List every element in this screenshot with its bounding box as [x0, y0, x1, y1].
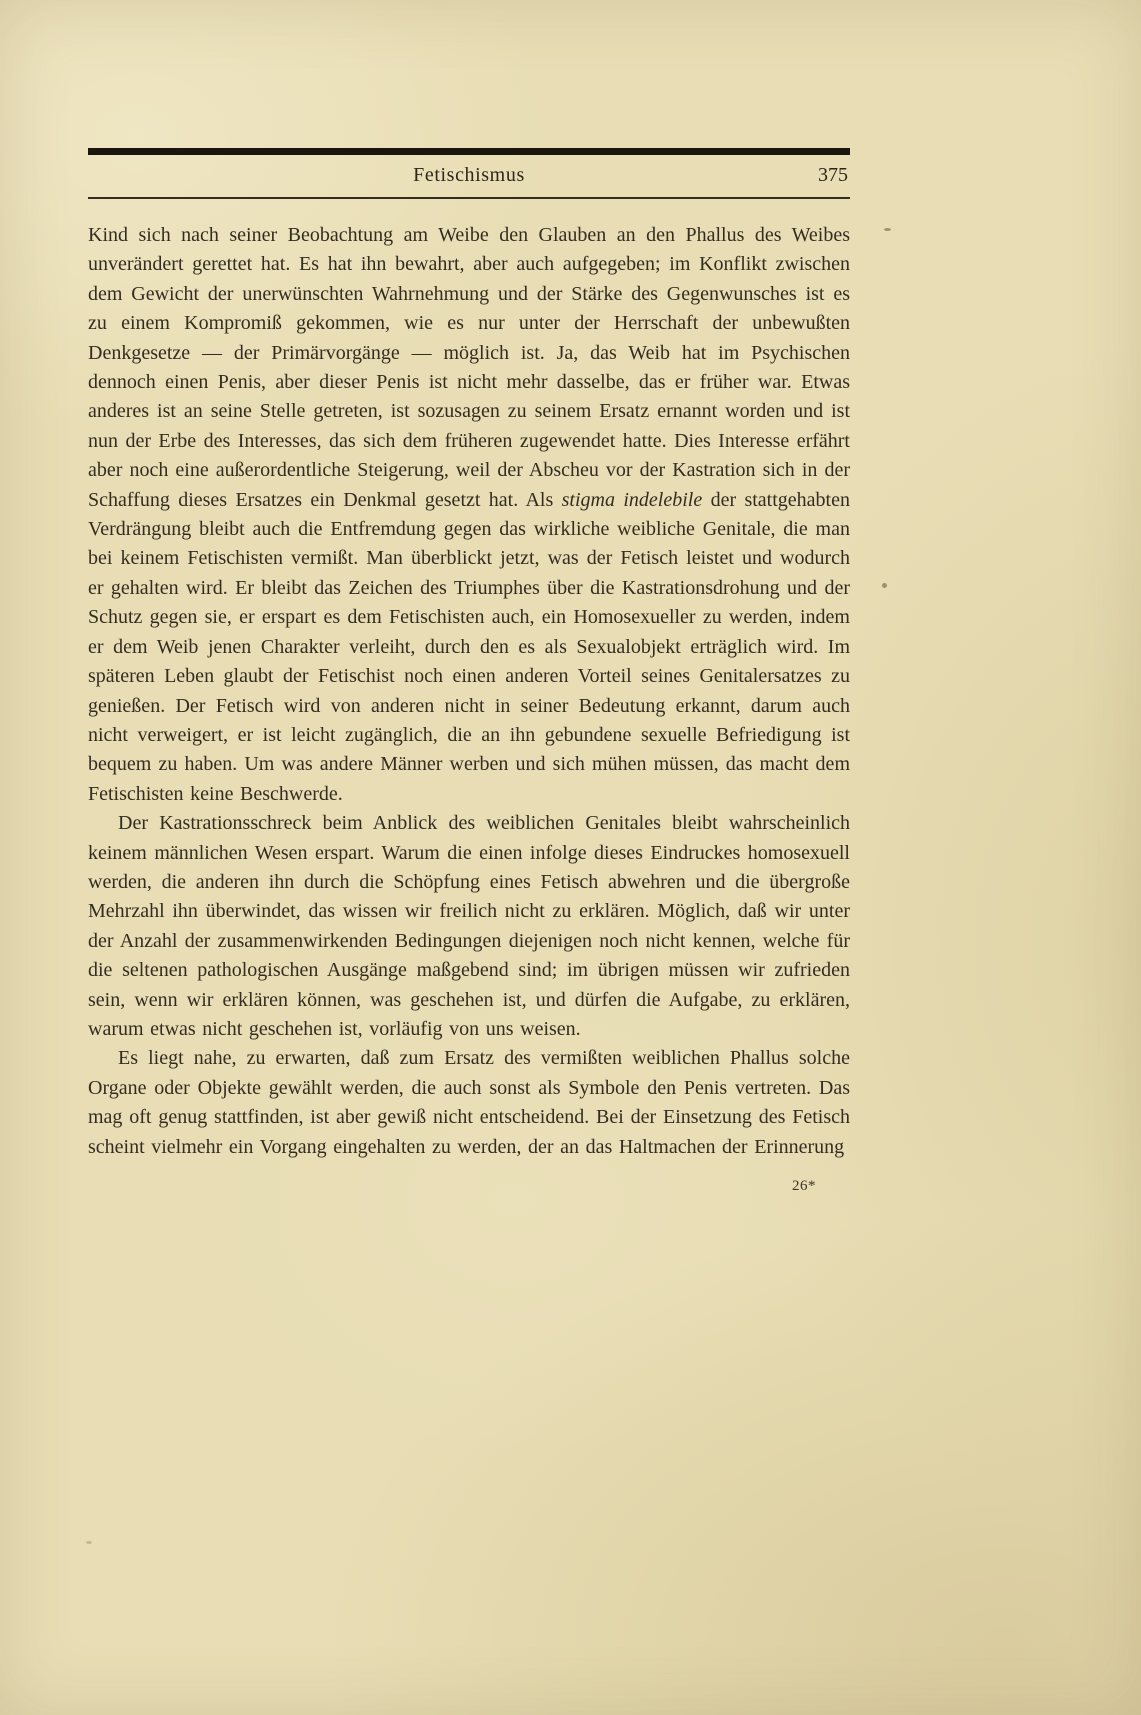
paragraph [88, 221, 850, 809]
ink-speck [86, 1541, 92, 1544]
page-header [88, 164, 850, 192]
ink-speck [884, 228, 891, 231]
signature-mark: 26* [792, 1178, 816, 1194]
text-segment: der stattgehabten Verdrängung bleibt auch die Entfremdung gegen das wirkliche weibliche Genitale, die man bei keinem Fetischisten vermißt. Man überblickt jetzt, was der Fetisch leistet und wodurch er gehalten wird. Er bleibt das Zeichen des Triumphes über die Kastrationsdrohung und der Schutz gegen sie, er erspart es dem Fetischisten auch, ein Homosexueller zu werden, indem er dem Weib jenen Charakter verleiht, durch den es als Sexualobjekt erträglich wird. Im späteren Leben glaubt der Fetischist noch einen anderen Vorteil seines Genitalersatzes zu genießen. Der Fetisch wird von anderen nicht in seiner Bedeutung erkannt, darum auch nicht verweigert, er ist leicht zugänglich, die an ihn gebundene sexuelle Befriedigung ist bequem zu haben. Um was andere Männer werben und sich mühen müssen, das macht dem Fetischisten keine Beschwerde. [88, 488, 850, 805]
text-segment: Es liegt nahe, zu erwarten, daß zum Ersatz des vermißten weiblichen Phallus solche Organe oder Objekte gewählt werden, die auch sonst als Symbole den Penis vertreten. Das mag oft genug stattfinden, ist aber gewiß nicht entscheidend. Bei der Einsetzung des Fetisch scheint vielmehr ein Vorgang eingehalten zu werden, der an das Haltmachen der Erinnerung [88, 1047, 850, 1158]
text-segment: Kind sich nach seiner Beobachtung am Weibe den Glauben an den Phallus des Weibes unverändert gerettet hat. Es hat ihn bewahrt, aber auch aufgegeben; im Konflikt zwischen dem Gewicht der unerwünschten Wahrnehmung und der Stärke des Gegenwunsches ist es zu einem Kompromiß gekommen, wie es nur unter der Herrschaft der unbewußten Denkgesetze — der Primärvorgänge — möglich ist. Ja, das Weib hat im Psychischen dennoch einen Penis, aber dieser Penis ist nicht mehr dasselbe, das er früher war. Etwas anderes ist an seine Stelle getreten, ist sozusagen zu seinem Ersatz ernannt worden und ist nun der Erbe des Interesses, das sich dem früheren zugewendet hatte. Dies Interesse erfährt aber noch eine außerordentliche Steigerung, weil der Abscheu vor der Kastration sich in der Schaffung dieses Ersatzes ein Denkmal gesetzt hat. Als [88, 224, 850, 511]
body-text [88, 221, 850, 1162]
header-rule-thick [88, 148, 850, 155]
page-number: 375 [818, 164, 848, 186]
ink-speck [882, 583, 887, 588]
paragraph [88, 1044, 850, 1162]
running-title: Fetischismus [413, 164, 525, 186]
text-segment: Der Kastrationsschreck beim Anblick des weiblichen Genitales bleibt wahrscheinlich keinem männlichen Wesen erspart. Warum die einen infolge dieses Eindruckes homosexuell werden, die anderen ihn durch die Schöpfung eines Fetisch abwehren und die übergroße Mehrzahl ihn überwindet, das wissen wir freilich nicht zu erklären. Möglich, daß wir unter der Anzahl der zusammenwirkenden Bedingungen diejenigen noch nicht kennen, welche für die seltenen pathologischen Ausgänge maßgebend sind; im übrigen müssen wir zufrieden sein, wenn wir erklären können, was geschehen ist, und dürfen die Aufgabe, zu erklären, warum etwas nicht geschehen ist, vorläufig von uns weisen. [88, 812, 850, 1040]
text-column [88, 148, 850, 1195]
italic-phrase: stigma indelebile [561, 488, 703, 511]
header-rule-thin [88, 197, 850, 199]
paragraph [88, 809, 850, 1044]
